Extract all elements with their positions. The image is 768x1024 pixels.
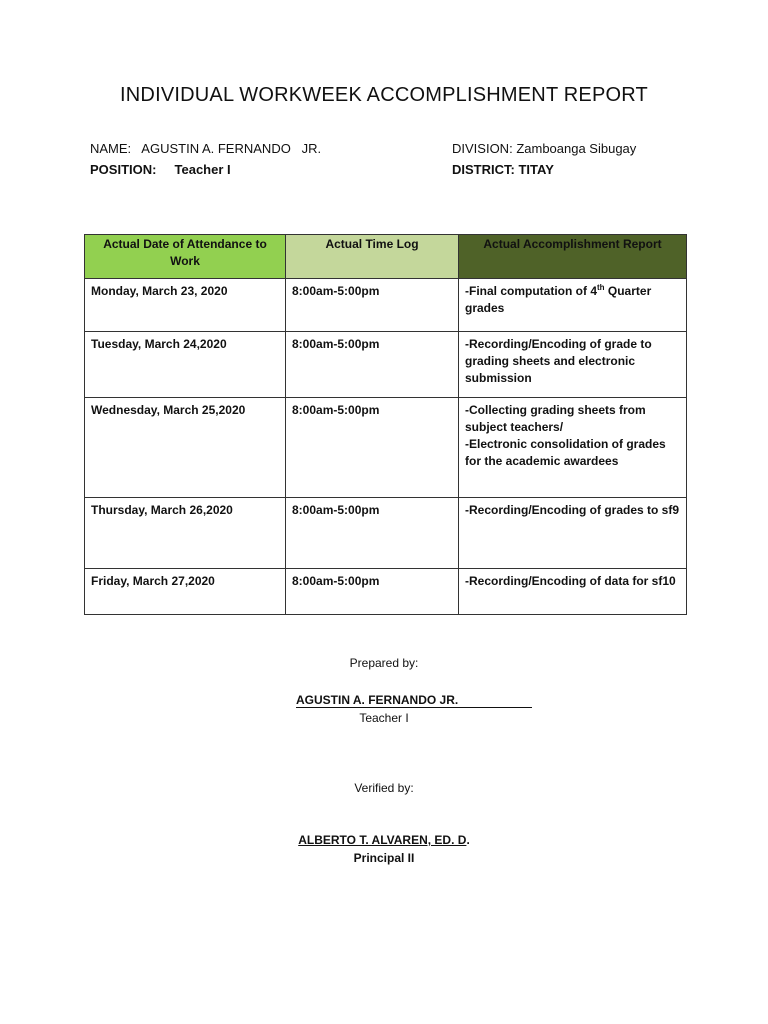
- division-value: Zamboanga Sibugay: [516, 141, 637, 156]
- cell-date: Wednesday, March 25,2020: [85, 398, 286, 498]
- table-header-row: [85, 235, 687, 279]
- prepared-by-label: Prepared by:: [349, 656, 419, 670]
- prepared-by-name: AGUSTIN A. FERNANDO JR.: [296, 693, 532, 707]
- cell-date: Tuesday, March 24,2020: [85, 332, 286, 398]
- cell-date: Friday, March 27,2020: [85, 569, 286, 615]
- position-row: [90, 162, 231, 177]
- cell-report: -Recording/Encoding of data for sf10: [459, 569, 687, 615]
- table-row: [85, 569, 687, 615]
- table-row: [85, 332, 687, 398]
- table-row: [85, 279, 687, 332]
- name-row: [90, 141, 321, 156]
- district-row: [452, 162, 554, 177]
- header-accomplishment: Actual Accomplishment Report: [459, 235, 687, 279]
- verified-by-name: ALBERTO T. ALVAREN, ED. D.: [298, 833, 470, 847]
- cell-date: Thursday, March 26,2020: [85, 498, 286, 569]
- district-label: DISTRICT:: [452, 162, 515, 177]
- cell-report: -Final computation of 4th Quarter grades: [459, 279, 687, 332]
- cell-time: 8:00am-5:00pm: [286, 279, 459, 332]
- prepared-by-position: Teacher I: [359, 711, 409, 725]
- verified-by-label: Verified by:: [354, 781, 414, 795]
- header-date: Actual Date of Attendance to Work: [85, 235, 286, 279]
- cell-time: 8:00am-5:00pm: [286, 398, 459, 498]
- division-row: [452, 141, 636, 156]
- position-label: POSITION:: [90, 162, 157, 177]
- cell-time: 8:00am-5:00pm: [286, 569, 459, 615]
- verified-by-position: Principal II: [353, 851, 415, 865]
- district-value: TITAY: [518, 162, 554, 177]
- cell-report: -Collecting grading sheets from subject teachers/ -Electronic consolidation of grades for the academic awardees: [459, 398, 687, 498]
- report-title: INDIVIDUAL WORKWEEK ACCOMPLISHMENT REPORT: [120, 84, 648, 106]
- division-label: DIVISION:: [452, 141, 513, 156]
- cell-date: Monday, March 23, 2020: [85, 279, 286, 332]
- cell-report: -Recording/Encoding of grade to grading sheets and electronic submission: [459, 332, 687, 398]
- accomplishment-table: [84, 234, 687, 615]
- table-row: [85, 498, 687, 569]
- cell-report: -Recording/Encoding of grades to sf9: [459, 498, 687, 569]
- cell-time: 8:00am-5:00pm: [286, 332, 459, 398]
- position-value: Teacher I: [174, 162, 231, 177]
- cell-time: 8:00am-5:00pm: [286, 498, 459, 569]
- name-label: NAME:: [90, 141, 132, 156]
- name-value: AGUSTIN A. FERNANDO JR.: [141, 141, 322, 156]
- header-time-log: Actual Time Log: [286, 235, 459, 279]
- table-row: [85, 398, 687, 498]
